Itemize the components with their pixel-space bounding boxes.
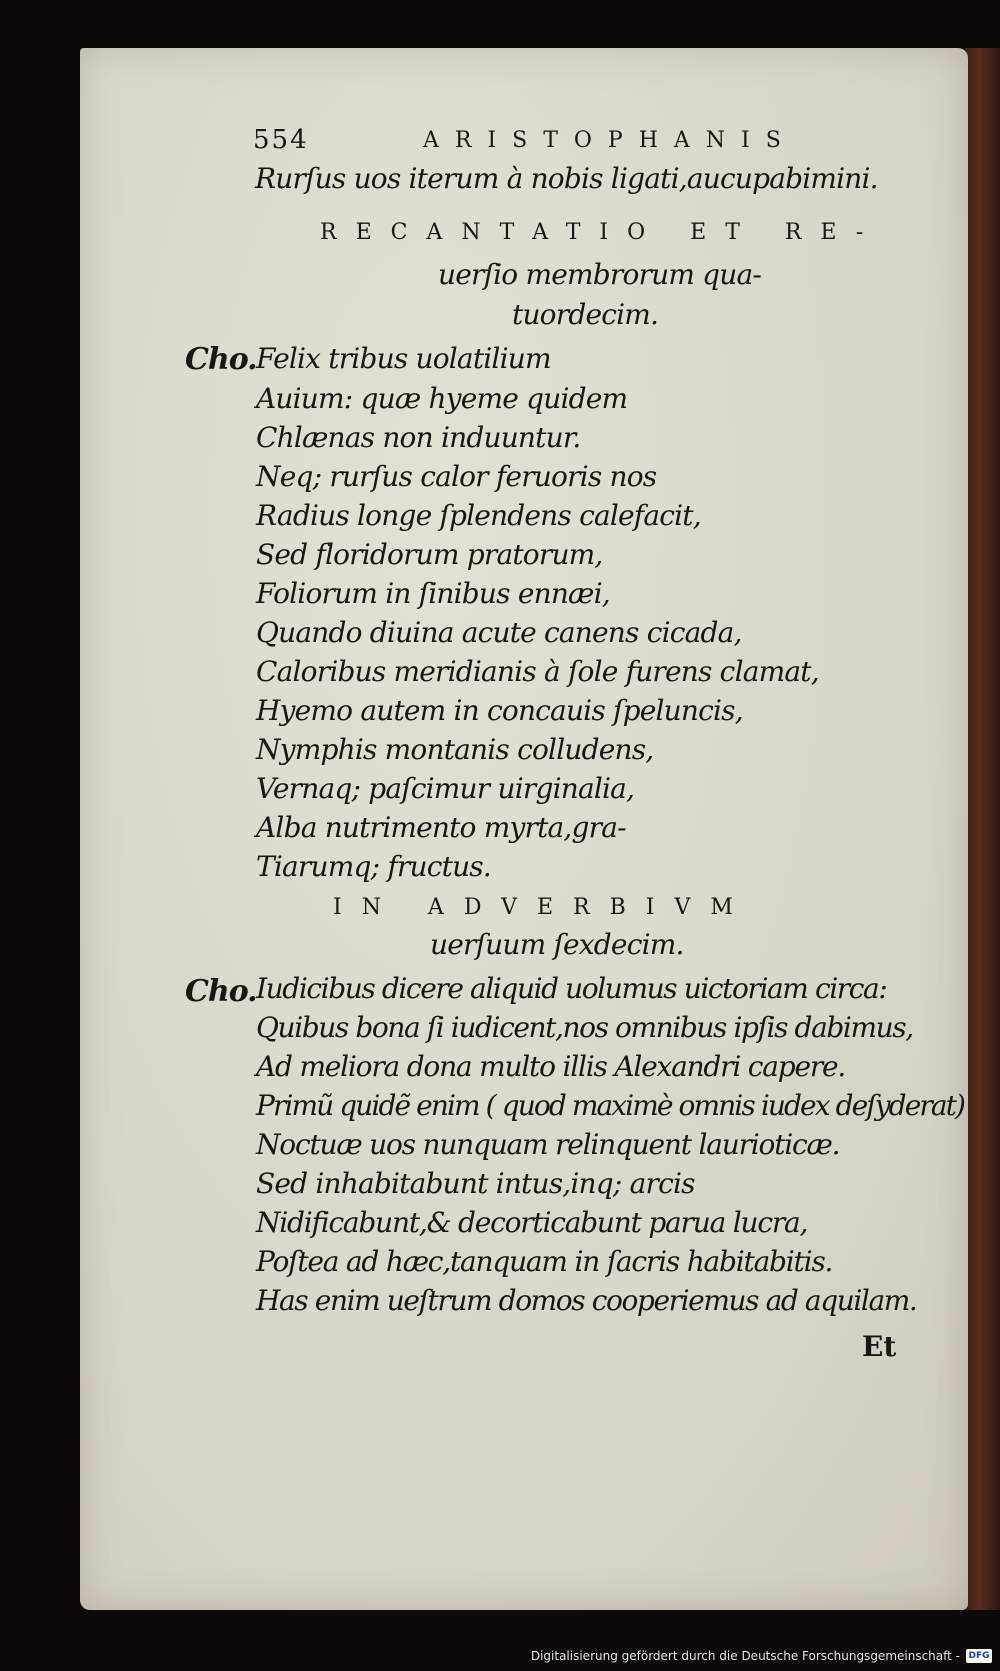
verse-line: Quibus bona ſi iudicent,nos omnibus ipſis dabimus,: [256, 1011, 913, 1044]
credit-text: Digitalisierung gefördert durch die Deutsche Forschungsgemeinschaft -: [530, 1649, 960, 1663]
verse-line: Noctuæ uos nunquam relinquent laurioticæ.: [256, 1128, 840, 1161]
verse-line: Felix tribus uolatilium: [256, 342, 551, 375]
section-heading-line: uerſio membrorum qua-: [438, 258, 762, 291]
section-heading: IN ADVERBIVM: [333, 895, 753, 920]
verse-line: Neq; rurſus calor feruoris nos: [256, 460, 657, 493]
verse-line: Nymphis montanis colludens,: [256, 733, 654, 766]
verse-line: Tiarumq; fructus.: [256, 850, 491, 883]
verse-line: Iudicibus dicere aliquid uolumus uictoriam circa:: [256, 972, 887, 1005]
verse-line: Hyemo autem in concauis ſpeluncis,: [256, 694, 743, 727]
verse-line: Poſtea ad hæc,tanquam in ſacris habitabitis.: [256, 1245, 833, 1278]
verse-line: Has enim ueſtrum domos cooperiemus ad aquilam.: [256, 1284, 917, 1317]
text-line: Rurſus uos iterum à nobis ligati,aucupabimini.: [255, 162, 878, 195]
verse-line: Alba nutrimento myrta,gra-: [256, 811, 626, 844]
verse-line: Nidificabunt,& decorticabunt parua lucra,: [256, 1206, 808, 1239]
speaker-label: Cho.: [185, 974, 257, 1009]
book-page: [80, 48, 968, 1610]
verse-line: Ad meliora dona multo illis Alexandri capere.: [256, 1050, 846, 1083]
section-heading: RECANTATIO ET RE-: [320, 220, 883, 245]
verse-line: Primũ quidẽ enim ( quod maximè omnis iudex deſyderat): [256, 1089, 965, 1122]
running-title: ARISTOPHANIS: [423, 128, 797, 153]
verse-line: Sed inhabitabunt intus,inq; arcis: [256, 1167, 695, 1200]
verse-line: Chlænas non induuntur.: [256, 421, 581, 454]
verse-line: Vernaq; paſcimur uirginalia,: [256, 772, 635, 805]
page-number: 554: [253, 125, 309, 155]
speaker-label: Cho.: [185, 342, 257, 377]
verse-line: Foliorum in ſinibus ennæi,: [256, 577, 610, 610]
catchword: Et: [862, 1330, 897, 1363]
verse-line: Auium: quæ hyeme quidem: [256, 382, 628, 415]
section-heading-line: uerſuum ſexdecim.: [430, 928, 684, 961]
verse-line: Quando diuina acute canens cicada,: [256, 616, 742, 649]
verse-line: Sed floridorum pratorum,: [256, 538, 603, 571]
book-edge: [965, 48, 1000, 1610]
verse-line: Caloribus meridianis à ſole furens clamat,: [256, 655, 819, 688]
digitization-credit: [531, 1645, 992, 1667]
dfg-logo: DFG: [966, 1649, 992, 1663]
section-heading-line: tuordecim.: [512, 298, 659, 331]
verse-line: Radius longe ſplendens calefacit,: [256, 499, 701, 532]
